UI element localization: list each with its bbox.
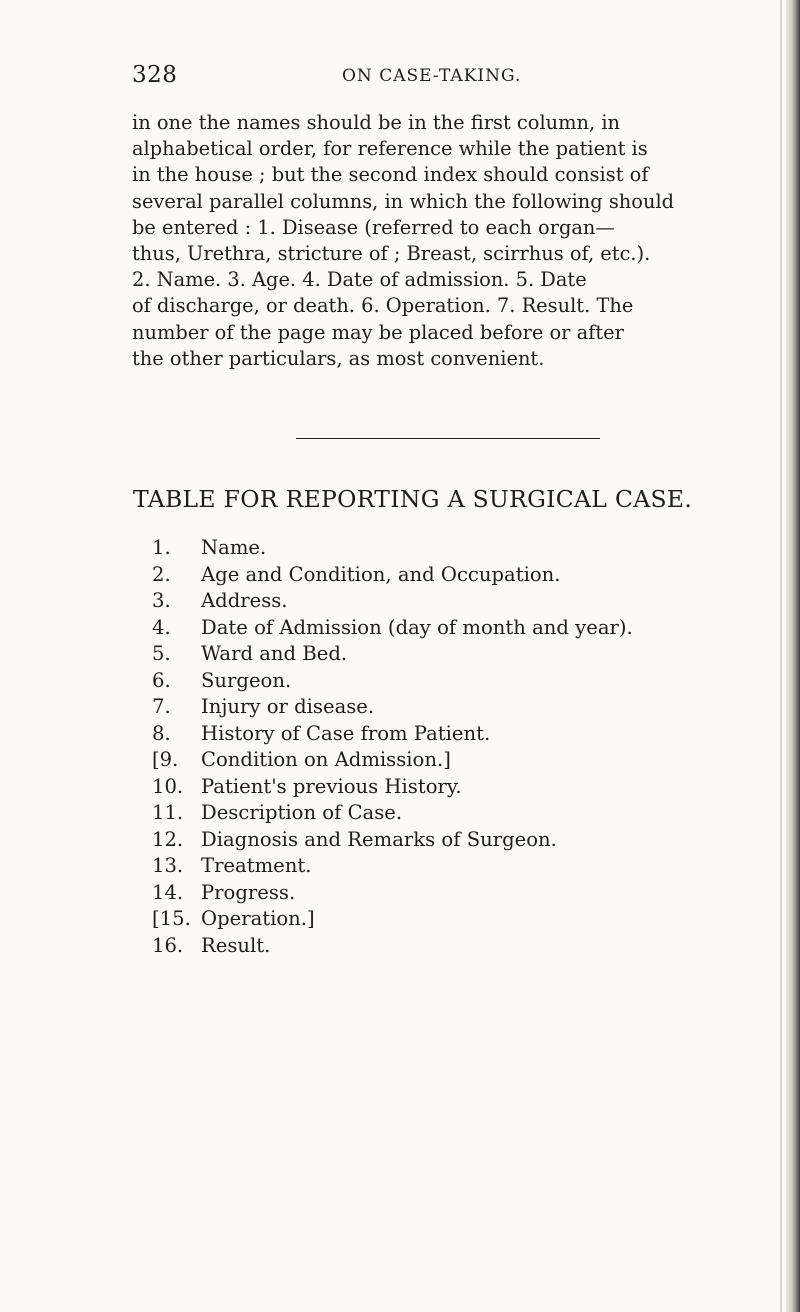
case-report-list <box>152 535 772 959</box>
list-item <box>152 535 772 562</box>
item-text: Treatment. <box>201 854 312 877</box>
item-number: 14. <box>152 880 184 904</box>
item-text: Result. <box>201 933 271 957</box>
item-text: Date of Admission (day of month and year). <box>201 615 633 639</box>
list-item <box>152 588 772 615</box>
paragraph-line: number of the page may be placed before or after <box>132 320 624 344</box>
paragraph-line: alphabetical order, for reference while the patient is <box>132 137 648 161</box>
section-title: TABLE FOR REPORTING A SURGICAL CASE. <box>133 485 693 513</box>
list-item <box>152 562 772 589</box>
item-text: Condition on Admission.] <box>201 748 451 771</box>
paragraph-line: in the house ; but the second index should consist of <box>132 163 649 187</box>
page-edge-shadow <box>786 0 800 1312</box>
list-item <box>152 853 772 880</box>
list-item <box>152 668 772 695</box>
item-text: Ward and Bed. <box>201 642 348 665</box>
paragraph-line: the other particulars, as most convenient. <box>132 346 545 370</box>
item-number: 12. <box>152 827 184 851</box>
item-number: [15. <box>152 907 191 930</box>
page-header <box>132 62 772 92</box>
paragraph-line: in one the names should be in the first column, in <box>132 111 621 134</box>
list-item <box>152 906 772 933</box>
item-text: Description of Case. <box>201 801 403 824</box>
paragraph-line: several parallel columns, in which the following should <box>132 189 675 213</box>
item-text: Injury or disease. <box>201 695 375 718</box>
item-text: History of Case from Patient. <box>201 721 491 745</box>
item-text: Progress. <box>201 880 296 904</box>
page-edge-line <box>780 0 782 1312</box>
list-item <box>152 747 772 774</box>
page-number: 328 <box>132 62 178 88</box>
list-item <box>152 933 772 960</box>
paragraph-line: 2. Name. 3. Age. 4. Date of admission. 5. Date <box>132 268 587 292</box>
paragraph-line: thus, Urethra, stricture of ; Breast, scirrhus of, etc.). <box>132 242 651 266</box>
item-text: Age and Condition, and Occupation. <box>201 562 561 586</box>
item-number: 6. <box>152 668 171 692</box>
item-number: 10. <box>152 774 184 798</box>
item-number: 4. <box>152 615 171 639</box>
list-item <box>152 615 772 642</box>
item-number: 2. <box>152 562 171 586</box>
list-item <box>152 800 772 827</box>
running-title: ON CASE-TAKING. <box>342 66 522 86</box>
body-paragraph <box>132 110 772 372</box>
list-item <box>152 827 772 854</box>
item-text: Diagnosis and Remarks of Surgeon. <box>201 827 557 851</box>
list-item <box>152 641 772 668</box>
list-item <box>152 774 772 801</box>
item-number: [9. <box>152 748 179 771</box>
item-number: 1. <box>152 536 171 559</box>
item-text: Surgeon. <box>201 668 292 692</box>
section-divider <box>296 438 600 439</box>
item-text: Name. <box>201 536 267 559</box>
item-number: 16. <box>152 933 184 957</box>
item-number: 3. <box>152 589 171 612</box>
item-number: 5. <box>152 642 171 665</box>
item-text: Patient's previous History. <box>201 774 462 798</box>
paragraph-line: of discharge, or death. 6. Operation. 7. Result. The <box>132 294 634 318</box>
paragraph-line: be entered : 1. Disease (referred to each organ— <box>132 215 615 239</box>
list-item <box>152 880 772 907</box>
list-item <box>152 721 772 748</box>
item-number: 11. <box>152 801 184 824</box>
item-number: 8. <box>152 721 171 745</box>
item-text: Address. <box>201 589 288 612</box>
item-number: 7. <box>152 695 171 718</box>
item-number: 13. <box>152 854 184 877</box>
list-item <box>152 694 772 721</box>
item-text: Operation.] <box>201 907 315 930</box>
